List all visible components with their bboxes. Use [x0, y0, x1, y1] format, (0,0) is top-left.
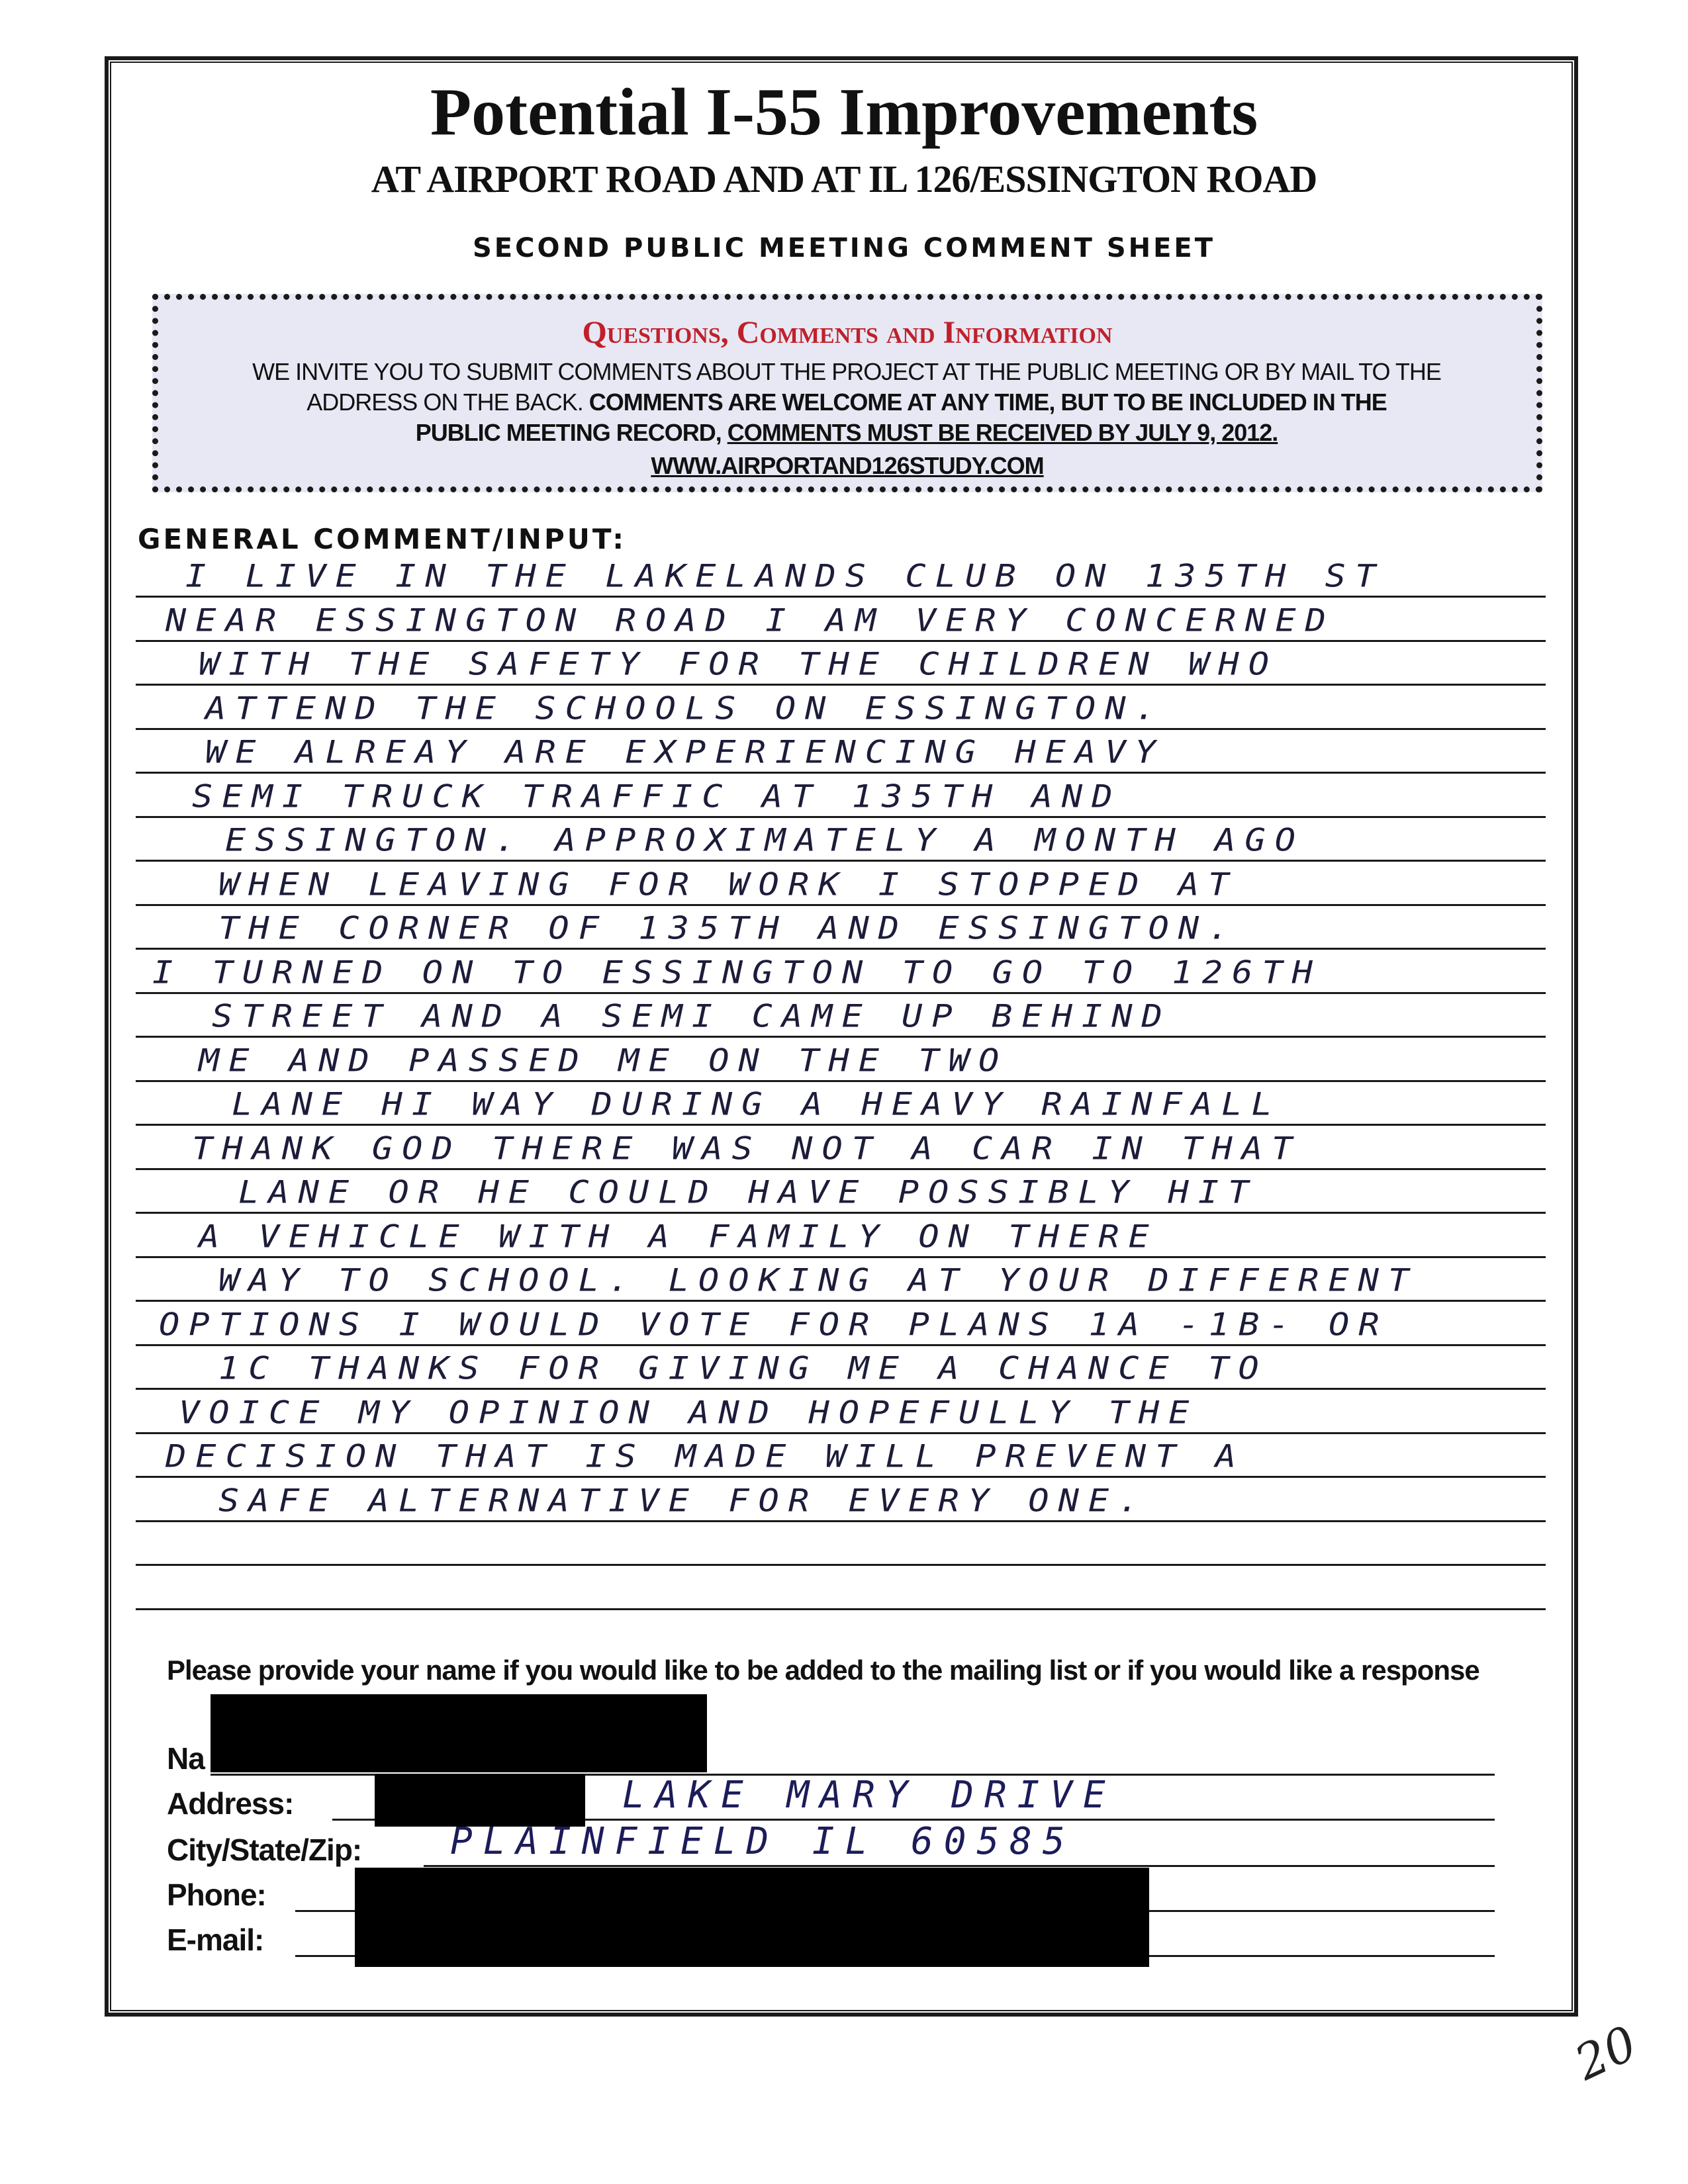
comment-line-text: I LIVE IN THE LAKELANDS CLUB ON 135TH ST	[185, 559, 1385, 594]
info-heading: Questions, Comments and Information	[582, 315, 1113, 350]
info-text-line2-bold: COMMENTS ARE WELCOME AT ANY TIME, BUT TO BE INCLUDED IN THE	[588, 388, 1387, 416]
comment-line-text: ME AND PASSED ME ON THE TWO	[199, 1043, 1009, 1079]
city-state-zip-field-line[interactable]	[424, 1865, 1495, 1867]
comment-rule-line	[136, 728, 1546, 730]
comment-rule-line	[136, 1564, 1546, 1566]
info-text-line1: WE INVITE YOU TO SUBMIT COMMENTS ABOUT THE PROJECT AT THE PUBLIC MEETING OR BY MAIL TO THE	[252, 358, 1441, 385]
comment-rule-line	[136, 1124, 1546, 1126]
address-label: Address:	[167, 1786, 294, 1821]
comment-rule-line	[136, 1608, 1546, 1610]
comment-line-text: ESSINGTON. APPROXIMATELY A MONTH AGO	[225, 823, 1305, 858]
info-text-line3	[171, 418, 1522, 448]
comment-line-text: ATTEND THE SCHOOLS ON ESSINGTON.	[205, 691, 1165, 727]
comment-line-text: SEMI TRUCK TRAFFIC AT 135TH AND	[192, 779, 1122, 815]
comment-line-text: LANE HI WAY DURING A HEAVY RAINFALL	[232, 1087, 1282, 1122]
phone-label: Phone:	[167, 1878, 266, 1912]
sheet-title: SECOND PUBLIC MEETING COMMENT SHEET	[472, 233, 1216, 263]
comment-line-text: DECISION THAT IS MADE WILL PREVENT A	[165, 1439, 1246, 1475]
comment-rule-line	[136, 904, 1546, 906]
comment-line-text: LANE OR HE COULD HAVE POSSIBLY HIT	[238, 1175, 1258, 1210]
comment-rule-line	[136, 1036, 1546, 1038]
redaction-block	[355, 1868, 1149, 1967]
comment-line-text: OPTIONS I WOULD VOTE FOR PLANS 1A -1B- OR	[159, 1307, 1389, 1343]
comment-rule-line	[136, 1212, 1546, 1214]
comment-rule-line	[136, 992, 1546, 994]
comment-line-text: WAY TO SCHOOL. LOOKING AT YOUR DIFFERENT	[218, 1263, 1419, 1298]
comment-rule-line	[136, 596, 1546, 598]
comment-line-text: NEAR ESSINGTON ROAD I AM VERY CONCERNED	[165, 603, 1335, 639]
comment-rule-line	[136, 816, 1546, 818]
city-state-zip-label: City/State/Zip:	[167, 1833, 362, 1867]
comment-line-text: THE CORNER OF 135TH AND ESSINGTON.	[218, 911, 1239, 946]
comment-rule-line	[136, 1168, 1546, 1170]
city-state-zip-value: PLAINFIELD IL 60585	[450, 1820, 1076, 1863]
comment-line-text: I TURNED ON TO ESSINGTON TO GO TO 126TH	[152, 955, 1322, 991]
comment-rule-line	[136, 1256, 1546, 1258]
info-deadline: COMMENTS MUST BE RECEIVED BY JULY 9, 2012.	[727, 419, 1278, 446]
comment-rule-line	[136, 684, 1546, 686]
comment-rule-line	[136, 948, 1546, 950]
comment-rule-line	[136, 1080, 1546, 1082]
info-text-line3-bold: PUBLIC MEETING RECORD,	[415, 419, 727, 446]
comment-rule-line	[136, 1520, 1546, 1522]
comment-rule-line	[136, 1344, 1546, 1346]
document-title: Potential I-55 Improvements	[430, 75, 1258, 150]
comment-line-text: A VEHICLE WITH A FAMILY ON THERE	[199, 1219, 1158, 1255]
info-text	[171, 357, 1522, 448]
comment-line-text: SAFE ALTERNATIVE FOR EVERY ONE.	[218, 1483, 1149, 1519]
comment-rule-line	[136, 1432, 1546, 1434]
comment-line-text: 1C THANKS FOR GIVING ME A CHANCE TO	[218, 1351, 1268, 1387]
project-url-link[interactable]: WWW.AIRPORTAND126STUDY.COM	[651, 452, 1044, 479]
redaction-block	[375, 1774, 585, 1827]
comment-rule-line	[136, 772, 1546, 774]
email-label: E-mail:	[167, 1923, 264, 1957]
comment-line-text: STREET AND A SEMI CAME UP BEHIND	[212, 999, 1172, 1034]
comment-rule-line	[136, 1300, 1546, 1302]
address-value: LAKE MARY DRIVE	[622, 1774, 1116, 1817]
comment-rule-line	[136, 640, 1546, 642]
redaction-block	[211, 1694, 707, 1772]
document-subtitle: AT AIRPORT ROAD AND AT IL 126/ESSINGTON ROAD	[371, 158, 1317, 201]
comment-line-text: WITH THE SAFETY FOR THE CHILDREN WHO	[199, 647, 1279, 682]
info-text-line2-plain: ADDRESS ON THE BACK.	[306, 388, 589, 416]
comment-rule-line	[136, 1388, 1546, 1390]
info-box	[152, 294, 1542, 492]
comment-line-text: VOICE MY OPINION AND HOPEFULLY THE	[179, 1395, 1199, 1431]
page-number: 20	[1566, 2015, 1646, 2091]
name-label: Na	[167, 1741, 205, 1776]
mailing-list-note: Please provide your name if you would like to be added to the mailing list or if you would like a response	[167, 1655, 1479, 1686]
comment-line-text: WHEN LEAVING FOR WORK I STOPPED AT	[218, 867, 1239, 903]
comment-line-text: WE ALREAY ARE EXPERIENCING HEAVY	[205, 735, 1165, 770]
general-comment-label: GENERAL COMMENT/INPUT:	[138, 523, 626, 555]
info-text-line2	[171, 387, 1522, 418]
comment-rule-line	[136, 860, 1546, 862]
comment-rule-line	[136, 1476, 1546, 1478]
comment-line-text: THANK GOD THERE WAS NOT A CAR IN THAT	[192, 1131, 1302, 1167]
